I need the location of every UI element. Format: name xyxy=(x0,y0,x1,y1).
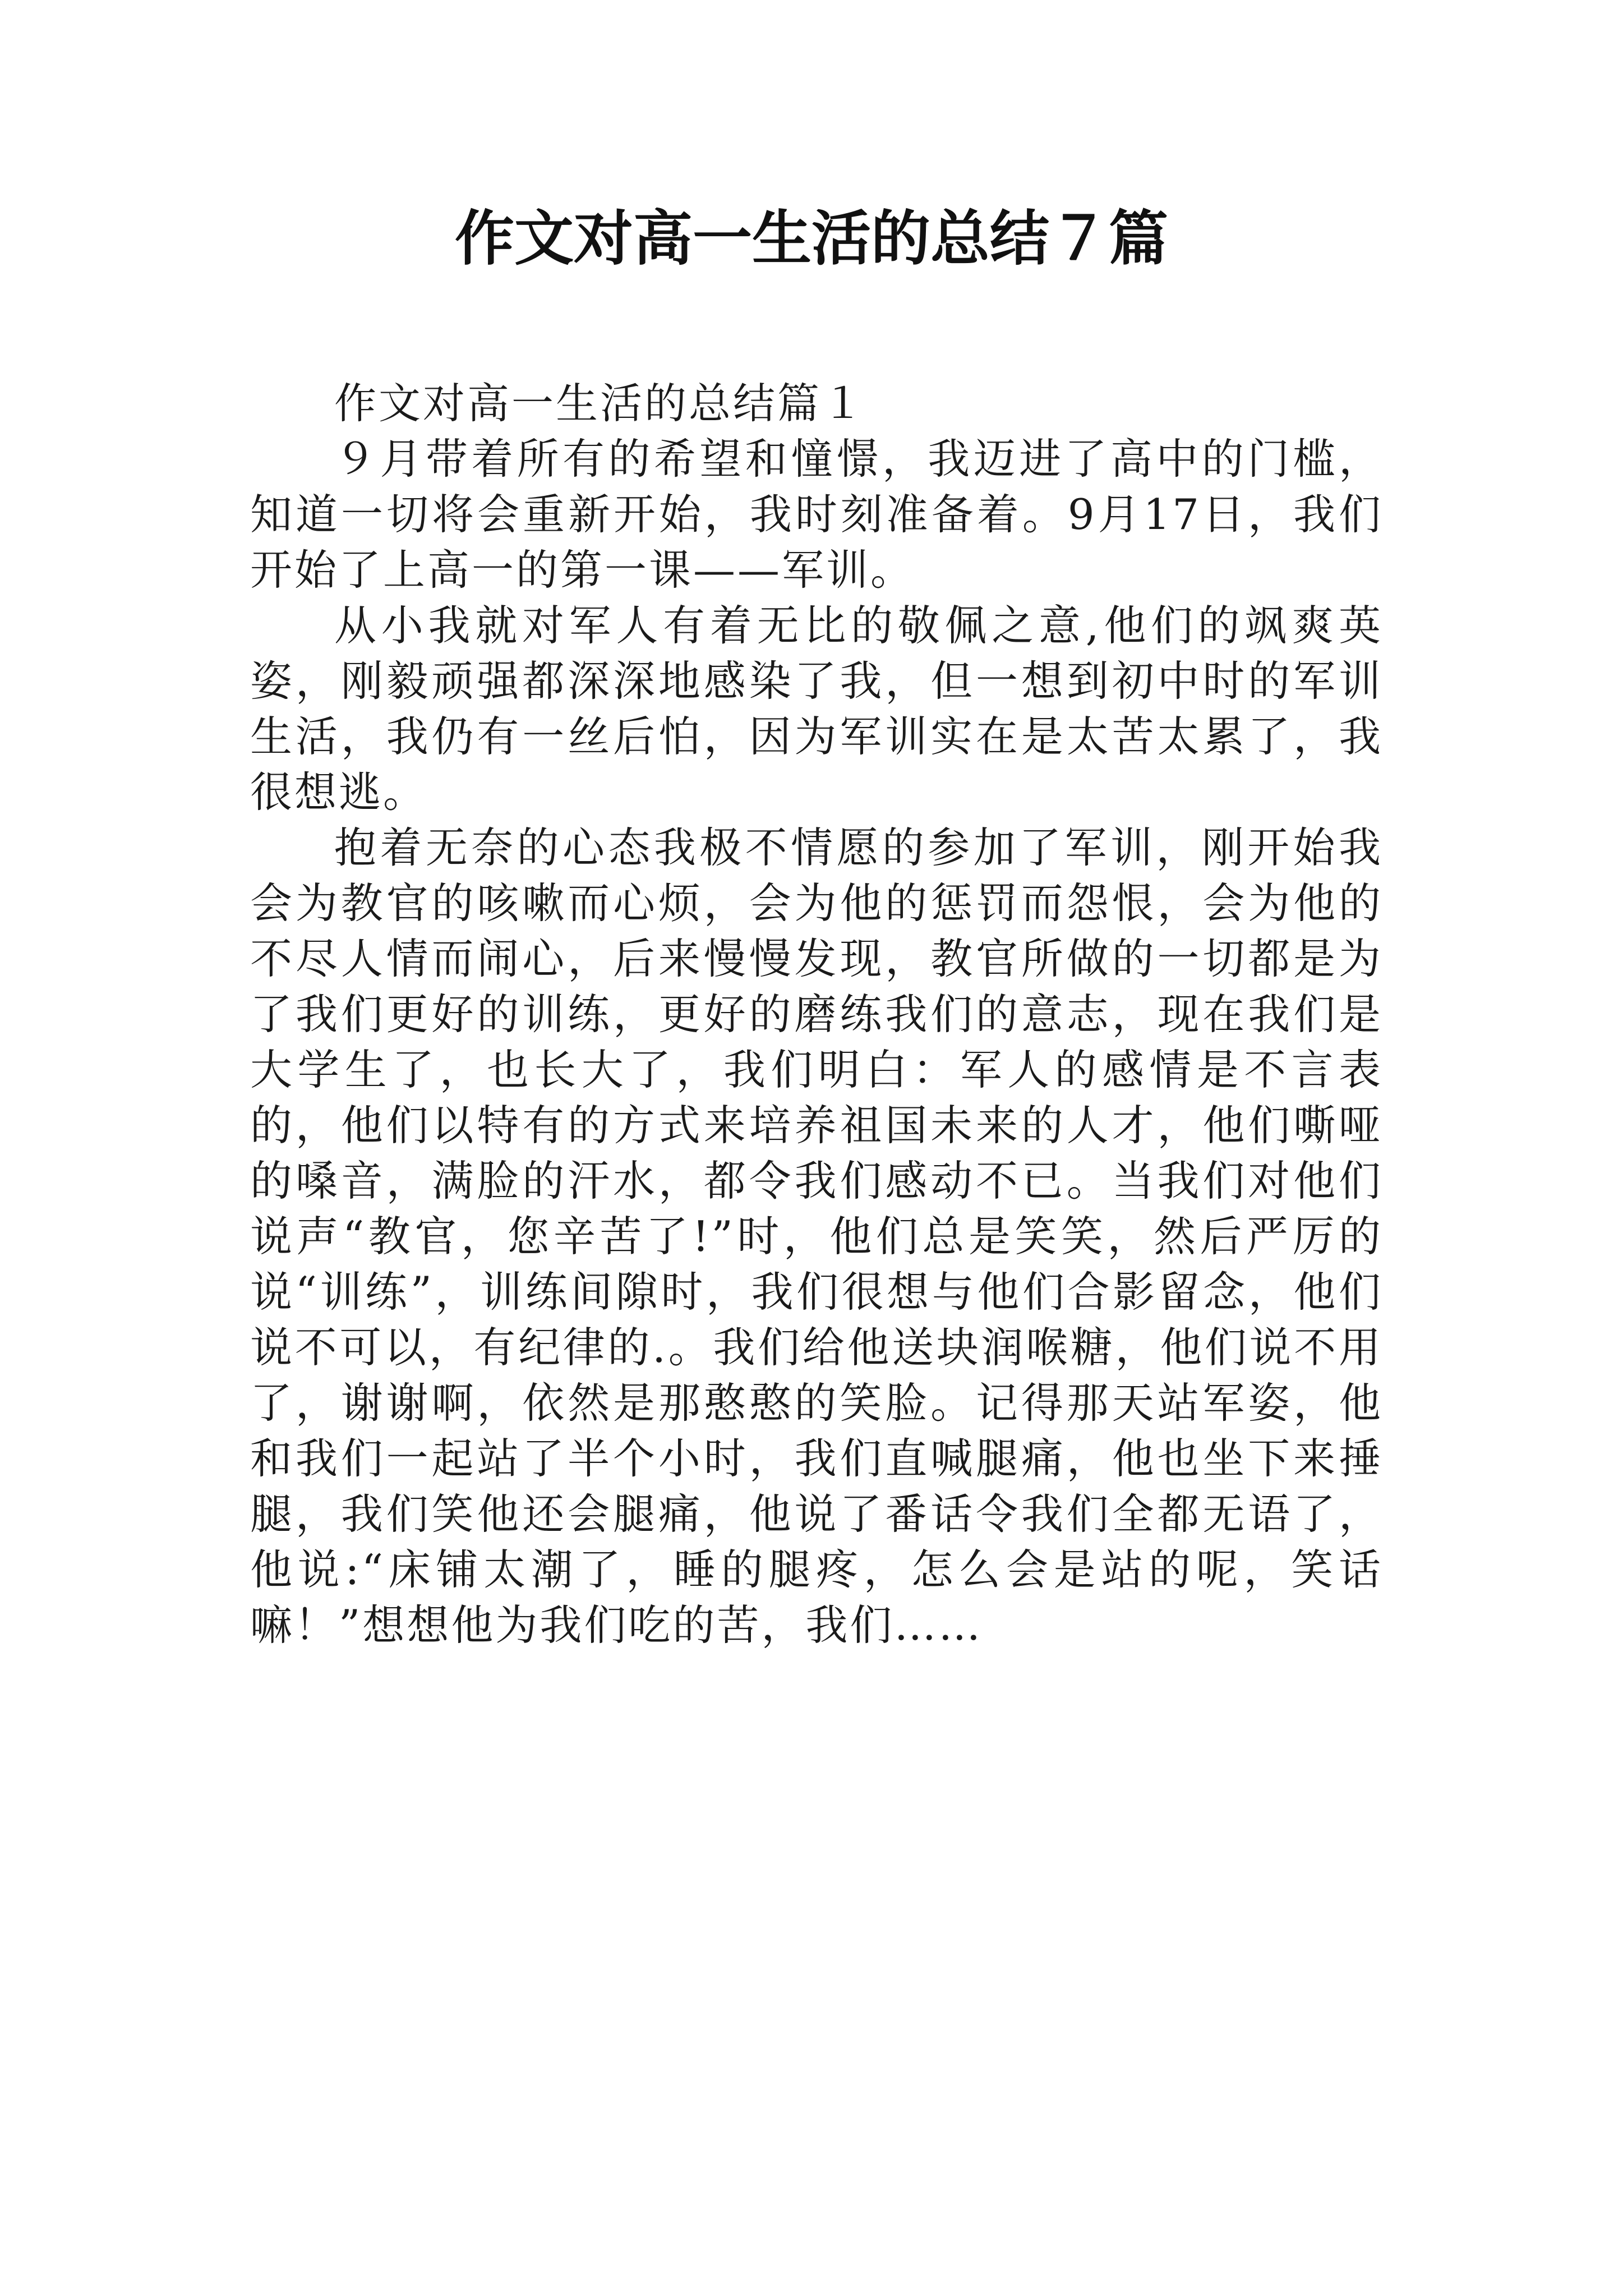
paragraph-1: ９月带着所有的希望和憧憬，我迈进了高中的门槛，知道一切将会重新开始，我时刻准备着。9月17日，我们开始了上高一的第一课——军训。 xyxy=(250,434,1383,595)
paragraph-2: 从小我就对军人有着无比的敬佩之意,他们的飒爽英姿，刚毅顽强都深深地感染了我，但一想到初中时的军训生活，我仍有一丝后怕，因为军训实在是太苦太累了，我很想逃。 xyxy=(250,601,1383,817)
section-heading: 作文对高一生活的总结篇１ xyxy=(334,379,866,428)
document-title: 作文对高一生活的总结７篇 xyxy=(455,203,1168,273)
document-body xyxy=(250,376,1383,1653)
paragraph-3: 抱着无奈的心态我极不情愿的参加了军训，刚开始我会为教官的咳嗽而心烦，会为他的惩罚而怨恨，会为他的不尽人情而闹心，后来慢慢发现，教官所做的一切都是为了我们更好的训练，更好的磨练我们的意志，现在我们是大学生了，也长大了，我们明白：军人的感情是不言表的，他们以特有的方式来培养祖国未来的人才，他们嘶哑的嗓音，满脸的汗水，都令我们感动不已。当我们对他们说声“教官，您辛苦了!”时，他们总是笑笑，然后严厉的说“训练”，训练间隙时，我们很想与他们合影留念，他们说不可以，有纪律的.。我们给他送块润喉糖，他们说不用了，谢谢啊，依然是那憨憨的笑脸。记得那天站军姿，他和我们一起站了半个小时，我们直喊腿痛，他也坐下来捶腿，我们笑他还会腿痛，他说了番话令我们全都无语了，他说:“床铺太潮了，睡的腿疼，怎么会是站的呢，笑话嘛！”想想他为我们吃的苦，我们…… xyxy=(250,823,1383,1650)
